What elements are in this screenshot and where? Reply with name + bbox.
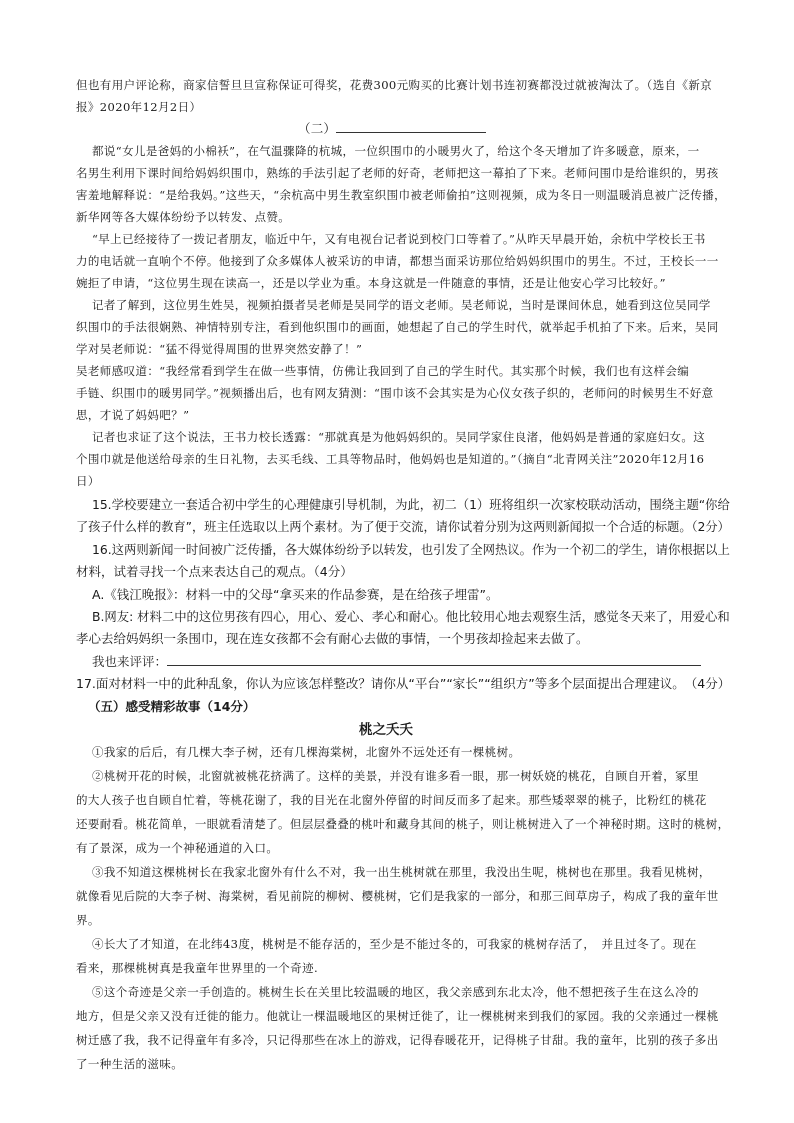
question-16-line: 材料，试着寻找一个点来表达自己的观点。（4分）	[76, 564, 353, 579]
m2-p3-line: 织围巾的手法很娴熟、神情特别专注，看到他织围巾的画面，她想起了自己的学生时代，就举起手机拍了下来。后来，吴同	[76, 320, 719, 334]
question-16-comment-row	[92, 651, 701, 673]
material2-header-label: （二）	[298, 121, 337, 136]
m2-p1-line: 害羞地解释说：“是给我妈。”这些天，“余杭高中男生教室织围巾被老师偷拍”这则视频，成为冬日一则温暖消息被广泛传播，	[76, 188, 727, 202]
story-para-1: ①我家的后后，有几棵大李子树，还有几棵海棠树，北窗外不远处还有一棵桃树。	[92, 745, 521, 759]
story-para-2-line: ②桃树开花的时候，北窗就被桃花挤满了。这样的美景，并没有谁多看一眼，那一树妖娆的桃花，自顾自开着，冢里	[92, 769, 699, 783]
question-16-line: 16.这两则新闻一时间被广泛传播，各大媒体纷纷予以转发，也引发了全网热议。作为一个初二的学生，请你根据以上	[92, 542, 730, 557]
material2-header	[298, 118, 486, 140]
story-para-4-line: 看来，那棵桃树真是我童年世界里的一个奇迹.	[76, 961, 319, 975]
question-16-comment-label: 我也来评评：	[92, 654, 168, 669]
question-17: 17.面对材料一中的此种乱象，你认为应该怎样整改？请你从“平台”“家长”“组织方”等多个层面提出合理建议。 （4分）	[76, 676, 731, 691]
answer-blank[interactable]	[167, 651, 701, 666]
m2-p2-line: “早上已经接待了一拨记者朋友，临近中午，又有电视台记者说到校门口等着了。”从昨天早晨开始，余杭中学校长王书	[92, 232, 706, 246]
question-16-option-a: A.《钱江晚报》：材料一中的父母“拿买来的作品参赛，是在给孩子埋雷”。	[92, 587, 499, 602]
m2-p1-line: 新华网等各大媒体纷纷予以转发、点赞。	[76, 210, 291, 224]
question-16-option-b-line: B.网友: 材料二中的这位男孩有四心，用心、爱心、孝心和耐心。他比较用心地去观察生活，感觉冬天来了，用爱心和	[92, 609, 730, 624]
m2-p3-line: 学对吴老师说：“猛不得觉得周围的世界突然安静了！”	[76, 342, 363, 356]
story-para-2-line: 的大人孩子也自顾自忙着，等桃花谢了，我的目光在北窗外停留的时间反而多了起来。那些矮翠翠的桃子，比粉红的桃花	[76, 793, 707, 807]
story-para-3-line: ③我不知道这棵桃树长在我家北窗外有什么不对，我一出生桃树就在那里，我没出生呢，桃树也在那里。我看见桃树，	[92, 865, 711, 879]
m2-p5-line: 记者也求证了这个说法，王书力校长透露：“那就真是为他妈妈织的。吴同学家住良渚，他妈妈是普通的家庭妇女。这	[92, 430, 706, 444]
material2-title-blank	[336, 118, 486, 133]
m2-p3-line: 记者了解到，这位男生姓吴，视频拍摄者吴老师是吴同学的语文老师。吴老师说，当时是课间休息，她看到这位吴同学	[92, 298, 711, 312]
story-para-4-line: ④长大了才知道，在北纬43度，桃树是不能存活的，至少是不能过冬的，可我家的桃树存活了， 并且过冬了。现在	[92, 937, 697, 951]
m2-p1-line: 名男生利用下课时间给妈妈织围巾，熟练的手法引起了老师的好奇，老师把这一幕拍了下来。老师问围巾是给谁织的，男孩	[76, 166, 719, 180]
story-para-2-line: 还要耐看。桃花简单，一眼就看清楚了。但层层叠叠的桃叶和藏身其间的桃子，则让桃树进入了一个神秘时期。这时的桃树，	[76, 817, 730, 831]
m2-p2-line: 婉拒了申请，“这位男生现在读高一，还是以学业为重。本身这就是一件随意的事情，还是让他安心学习比较好。”	[76, 276, 666, 290]
story-para-5-line: ⑤这个奇迹是父亲一手创造的。桃树生长在关里比较温暖的地区，我父亲感到东北太冷，他不想把孩子生在这么冷的	[92, 985, 699, 999]
question-15-line: 15.学校要建立一套适合初中学生的心理健康引导机制，为此，初二（1）班将组织一次家校联动活动，围绕主题“你给	[92, 497, 730, 512]
m2-p5-line: 个围巾就是他送给母亲的生日礼物，去买毛线、工具等物品时，他妈妈也是知道的。”（摘自“北青网关注”2020年12月16	[76, 452, 705, 466]
question-16-option-b-line: 孝心去给妈妈织一条围巾，现在连女孩都不会有耐心去做的事情，一个男孩却捡起来去做了。	[76, 631, 589, 646]
m2-p5-line: 日）	[76, 474, 100, 488]
material1-tail-line2: 报》2020年12月2日）	[76, 100, 202, 114]
m2-p2-line: 力的电话就一直响个不停。他接到了众多媒体人被采访的申请，都想当面采访那位给妈妈织围巾的男生。不过，王校长一一	[76, 254, 719, 268]
material1-tail-line1: 但也有用户评论称，商家信誓旦旦宣称保证可得奖，花费300元购买的比赛计划书连初赛都没过就被淘汰了。（选自《新京	[76, 78, 713, 92]
m2-p1-line: 都说“女儿是爸妈的小棉袄”，在气温骤降的杭城，一位织围巾的小暖男火了，给这个冬天增加了许多暖意，原来，一	[92, 144, 700, 158]
m2-p4-line: 手链、织围巾的暖男同学。”视频播出后，也有网友猜测：“围巾该不会其实是为心仪女孩子织的，老师问的时候男生不好意	[76, 386, 714, 400]
question-15-line: 了孩子什么样的教育”，班主任选取以上两个素材。为了便于交流，请你试着分别为这两则新闻拟一个合适的标题。（2分）	[76, 519, 730, 534]
story-para-5-line: 了一种生活的滋味。	[76, 1057, 184, 1071]
m2-p4-line: 吴老师感叹道：“我经常看到学生在做一些事情，仿佛让我回到了自己的学生时代。其实那个时候，我们也有这样会编	[76, 364, 690, 378]
section5-header: （五）感受精彩故事（14分）	[88, 699, 256, 714]
m2-p4-line: 思，才说了妈妈吧？”	[76, 408, 190, 422]
story-para-2-line: 有了景深，成为一个神秘通道的入口。	[76, 841, 279, 855]
story-para-3-line: 就像看见后院的大李子树、海棠树，看见前院的柳树、樱桃树，它们是我家的一部分，和那三间草房子，构成了我的童年世	[76, 889, 719, 903]
story-para-3-line: 界。	[76, 913, 100, 927]
story-title: 桃之夭夭	[359, 722, 413, 738]
story-para-5-line: 地方，但是父亲又没有迁徙的能力。他就让一棵温暖地区的果树迁徙了，让一棵桃树来到我们的冢园。我的父亲通过一棵桃	[76, 1009, 719, 1023]
story-para-5-line: 树迁感了我，我不记得童年有多冷，只记得那些在冰上的游戏，记得春暖花开，记得桃子甘甜。我的童年，比别的孩子多出	[76, 1033, 719, 1047]
